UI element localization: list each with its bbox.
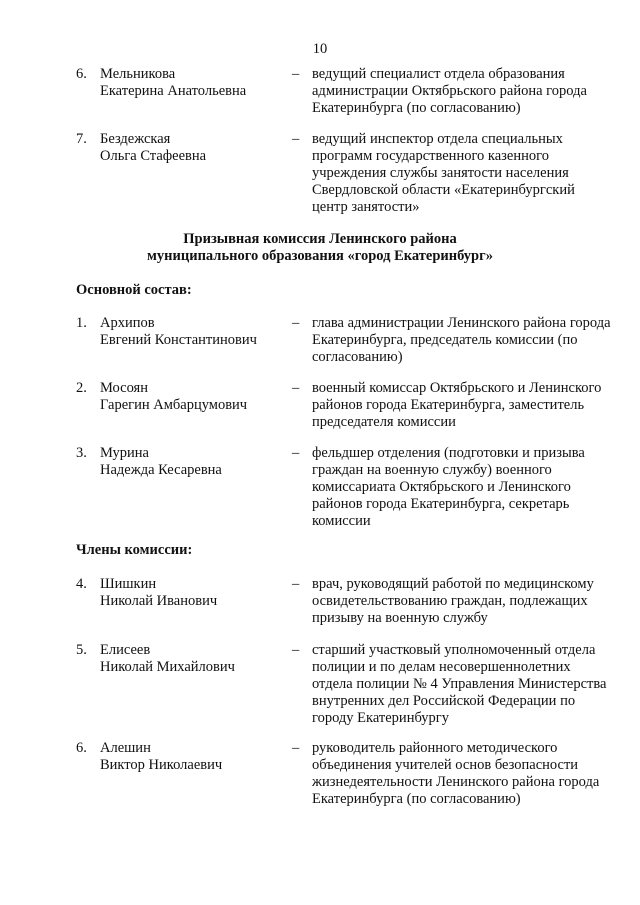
item-number: 6. — [76, 66, 87, 82]
last-name: Мосоян — [100, 380, 148, 396]
last-name: Мельникова — [100, 66, 176, 82]
person-name — [100, 445, 290, 479]
commission-title-line-1: Призывная комиссия Ленинского района — [183, 231, 457, 247]
item-number: 7. — [76, 131, 87, 147]
commission-title-line-2: муниципального образования «город Екатеринбург» — [147, 248, 493, 264]
person-name — [100, 740, 290, 774]
last-name: Шишкин — [100, 576, 157, 592]
person-name — [100, 380, 290, 414]
person-name — [100, 66, 290, 100]
position-description: ведущий специалист отдела образования администрации Октябрьского района города Екатеринбурга (по согласованию) — [312, 66, 587, 116]
last-name: Елисеев — [100, 642, 151, 658]
separator-dash: – — [292, 576, 300, 592]
first-names: Николай Михайлович — [100, 659, 235, 675]
page-number: 10 — [312, 41, 328, 57]
first-names: Ольга Стафеевна — [100, 148, 207, 164]
position-description: фельдшер отделения (подготовки и призыва граждан на военную службу) военного комиссариата Октябрьского и Ленинского районов города Екатеринбурга, секретарь комиссии — [312, 445, 585, 529]
separator-dash: – — [292, 131, 300, 147]
last-name: Алешин — [100, 740, 151, 756]
person-name — [100, 131, 290, 165]
first-names: Екатерина Анатольевна — [100, 83, 247, 99]
person-name — [100, 315, 290, 349]
commission-title — [0, 231, 640, 265]
last-name: Мурина — [100, 445, 149, 461]
first-names: Гарегин Амбарцумович — [100, 397, 248, 413]
first-names: Надежда Кесаревна — [100, 462, 222, 478]
separator-dash: – — [292, 380, 300, 396]
position-description: глава администрации Ленинского района города Екатеринбурга, председатель комиссии (по согласованию) — [312, 315, 611, 365]
main-staff-heading: Основной состав: — [76, 282, 192, 298]
item-number: 5. — [76, 642, 87, 658]
item-number: 4. — [76, 576, 87, 592]
separator-dash: – — [292, 642, 300, 658]
position-description: военный комиссар Октябрьского и Ленинского районов города Екатеринбурга, заместитель председателя комиссии — [312, 380, 602, 430]
members-heading: Члены комиссии: — [76, 542, 193, 558]
last-name: Архипов — [100, 315, 155, 331]
person-name — [100, 642, 290, 676]
position-description: врач, руководящий работой по медицинскому освидетельствованию граждан, подлежащих призыву на военную службу — [312, 576, 594, 626]
last-name: Бездежская — [100, 131, 171, 147]
position-description: руководитель районного методического объединения учителей основ безопасности жизнедеятельности Ленинского района города Екатеринбурга (по согласованию) — [312, 740, 600, 807]
separator-dash: – — [292, 315, 300, 331]
first-names: Виктор Николаевич — [100, 757, 223, 773]
separator-dash: – — [292, 445, 300, 461]
position-description: старший участковый уполномоченный отдела полиции и по делам несовершеннолетних отдела полиции № 4 Управления Министерства внутренних дел Российской Федерации по городу Екатеринбургу — [312, 642, 607, 726]
person-name — [100, 576, 290, 610]
position-description: ведущий инспектор отдела специальных программ государственного казенного учреждения службы занятости населения Свердловской области «Екатеринбургский центр занятости» — [312, 131, 575, 215]
item-number: 3. — [76, 445, 87, 461]
item-number: 6. — [76, 740, 87, 756]
separator-dash: – — [292, 66, 300, 82]
first-names: Евгений Константинович — [100, 332, 257, 348]
first-names: Николай Иванович — [100, 593, 218, 609]
separator-dash: – — [292, 740, 300, 756]
item-number: 1. — [76, 315, 87, 331]
item-number: 2. — [76, 380, 87, 396]
